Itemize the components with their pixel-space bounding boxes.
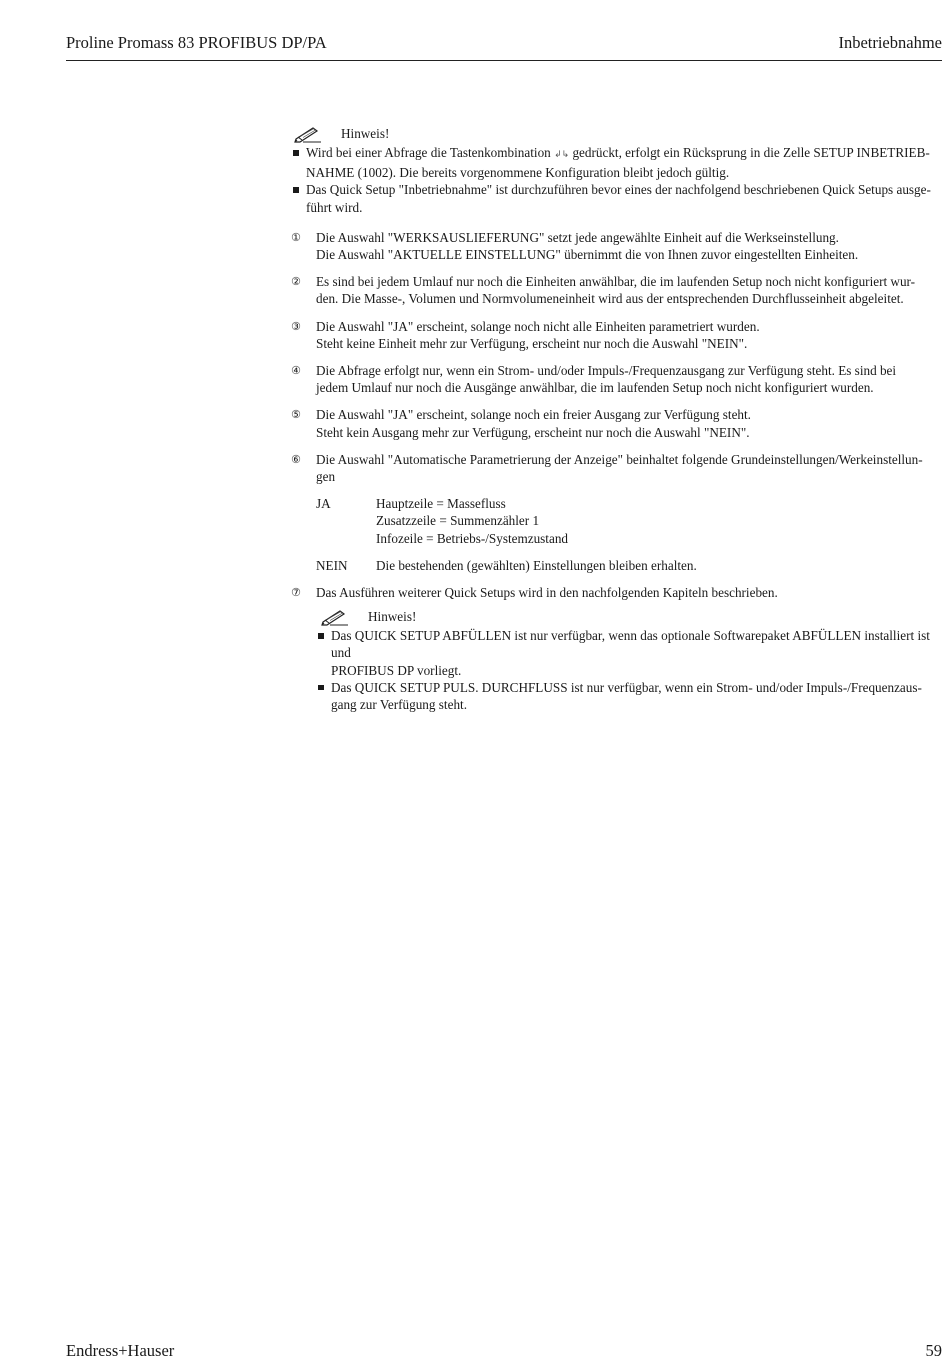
note-bullet-text: Das QUICK SETUP PULS. DURCHFLUSS ist nur verfügbar, wenn ein Strom- und/oder Impuls-/Frequenzaus- bbox=[331, 679, 922, 695]
note-bullet-text: führt wird. bbox=[306, 199, 363, 215]
table-row bbox=[316, 557, 941, 574]
note-bullet-text: NAHME (1002). Die bereits vorgenommene Konfiguration bleibt jedoch gültig. bbox=[306, 165, 730, 181]
footer-company: Endress+Hauser bbox=[66, 1341, 175, 1360]
note-header bbox=[291, 124, 941, 143]
item-text: gen bbox=[316, 469, 336, 485]
note-bullet bbox=[316, 679, 941, 713]
list-item bbox=[291, 362, 941, 396]
note-bullet-text: gang zur Verfügung steht. bbox=[331, 697, 467, 713]
note-title: Hinweis! bbox=[341, 125, 390, 141]
list-item bbox=[291, 273, 941, 307]
item-text: Die Auswahl "JA" erscheint, solange noch ein freier Ausgang zur Verfügung steht. bbox=[316, 407, 751, 423]
note-bullet-text: Das QUICK SETUP ABFÜLLEN ist nur verfügbar, wenn das optionale Softwarepaket ABFÜLLEN installiert ist und bbox=[331, 628, 930, 661]
page-content bbox=[291, 124, 941, 723]
item-number: ⑦ bbox=[291, 586, 301, 600]
item-text: Die Auswahl "Automatische Parametrierung der Anzeige" beinhaltet folgende Grundeinstellungen/Werkeinstellun- bbox=[316, 451, 923, 467]
note-bullet-text: PROFIBUS DP vorliegt. bbox=[331, 662, 462, 678]
item-text: Die Auswahl "JA" erscheint, solange noch nicht alle Einheiten parametriert wurden. bbox=[316, 318, 760, 334]
sub-note-block bbox=[316, 607, 941, 713]
row-value: Die bestehenden (gewählten) Einstellungen bleiben erhalten. bbox=[376, 557, 697, 573]
note-bullet bbox=[291, 181, 941, 215]
row-key: JA bbox=[316, 496, 331, 512]
note-bullet bbox=[316, 627, 941, 679]
list-item bbox=[291, 584, 941, 713]
row-value: Zusatzzeile = Summenzähler 1 bbox=[376, 513, 540, 529]
item-text: den. Die Masse-, Volumen und Normvolumeneinheit wird aus der entsprechenden Durchflusseinheit abgeleitet. bbox=[316, 291, 904, 307]
item-number: ⑥ bbox=[291, 452, 301, 466]
list-item bbox=[291, 229, 941, 263]
row-key: NEIN bbox=[316, 557, 348, 573]
pencil-note-icon bbox=[320, 608, 350, 626]
item-number: ① bbox=[291, 230, 301, 244]
note-bullets bbox=[316, 627, 941, 713]
item-text: Die Auswahl "WERKSAUSLIEFERUNG" setzt jede angewählte Einheit auf die Werkseinstellung. bbox=[316, 229, 839, 245]
note-bullet bbox=[291, 144, 941, 181]
note-header bbox=[318, 607, 941, 626]
note-bullet-text: Wird bei einer Abfrage die Tastenkombination bbox=[306, 145, 555, 160]
list-item bbox=[291, 406, 941, 440]
item-number: ② bbox=[291, 275, 301, 289]
item-text: Die Abfrage erfolgt nur, wenn ein Strom- und/oder Impuls-/Frequenzausgang zur Verfügung steht. Es sind bei bbox=[316, 363, 897, 379]
numbered-list bbox=[291, 229, 941, 713]
item-text: Es sind bei jedem Umlauf nur noch die Einheiten anwählbar, die im laufenden Setup noch nicht konfiguriert wur- bbox=[316, 274, 916, 290]
item-text: Steht keine Einheit mehr zur Verfügung, erscheint nur noch die Auswahl "NEIN". bbox=[316, 335, 748, 351]
row-values bbox=[376, 495, 568, 547]
item-text: jedem Umlauf nur noch die Ausgänge anwählbar, die im laufenden Setup noch nicht konfiguriert wurden. bbox=[316, 380, 874, 396]
row-value: Hauptzeile = Massefluss bbox=[376, 496, 506, 512]
note-bullet-text: gedrückt, erfolgt ein Rücksprung in die Zelle SETUP INBETRIEB- bbox=[569, 145, 930, 160]
note-block bbox=[291, 124, 941, 216]
note-title: Hinweis! bbox=[368, 609, 417, 625]
table-row bbox=[316, 495, 941, 547]
item-number: ⑤ bbox=[291, 408, 301, 422]
header-section-title: Inbetriebnahme bbox=[838, 33, 942, 52]
item-text: Steht kein Ausgang mehr zur Verfügung, erscheint nur noch die Auswahl "NEIN". bbox=[316, 424, 750, 440]
note-bullet-text: Das Quick Setup "Inbetriebnahme" ist durchzuführen bevor eines der nachfolgend beschriebenen Quick Setups ausge- bbox=[306, 182, 931, 198]
pencil-note-icon bbox=[293, 125, 323, 143]
list-item bbox=[291, 318, 941, 352]
page-number: 59 bbox=[925, 1341, 942, 1360]
row-value: Infozeile = Betriebs-/Systemzustand bbox=[376, 530, 569, 546]
row-values bbox=[376, 557, 697, 574]
settings-table bbox=[316, 495, 941, 574]
header-product-title: Proline Promass 83 PROFIBUS DP/PA bbox=[66, 33, 327, 52]
item-text: Die Auswahl "AKTUELLE EINSTELLUNG" übernimmt die von Ihnen zuvor eingestellten Einheiten. bbox=[316, 247, 859, 263]
item-number: ③ bbox=[291, 319, 301, 333]
list-item bbox=[291, 451, 941, 574]
note-bullets bbox=[291, 144, 941, 216]
page-header bbox=[66, 30, 942, 61]
item-number: ④ bbox=[291, 364, 301, 378]
item-text: Das Ausführen weiterer Quick Setups wird in den nachfolgenden Kapiteln beschrieben. bbox=[316, 585, 778, 601]
key-combination-icon: ↲↳ bbox=[554, 150, 570, 160]
